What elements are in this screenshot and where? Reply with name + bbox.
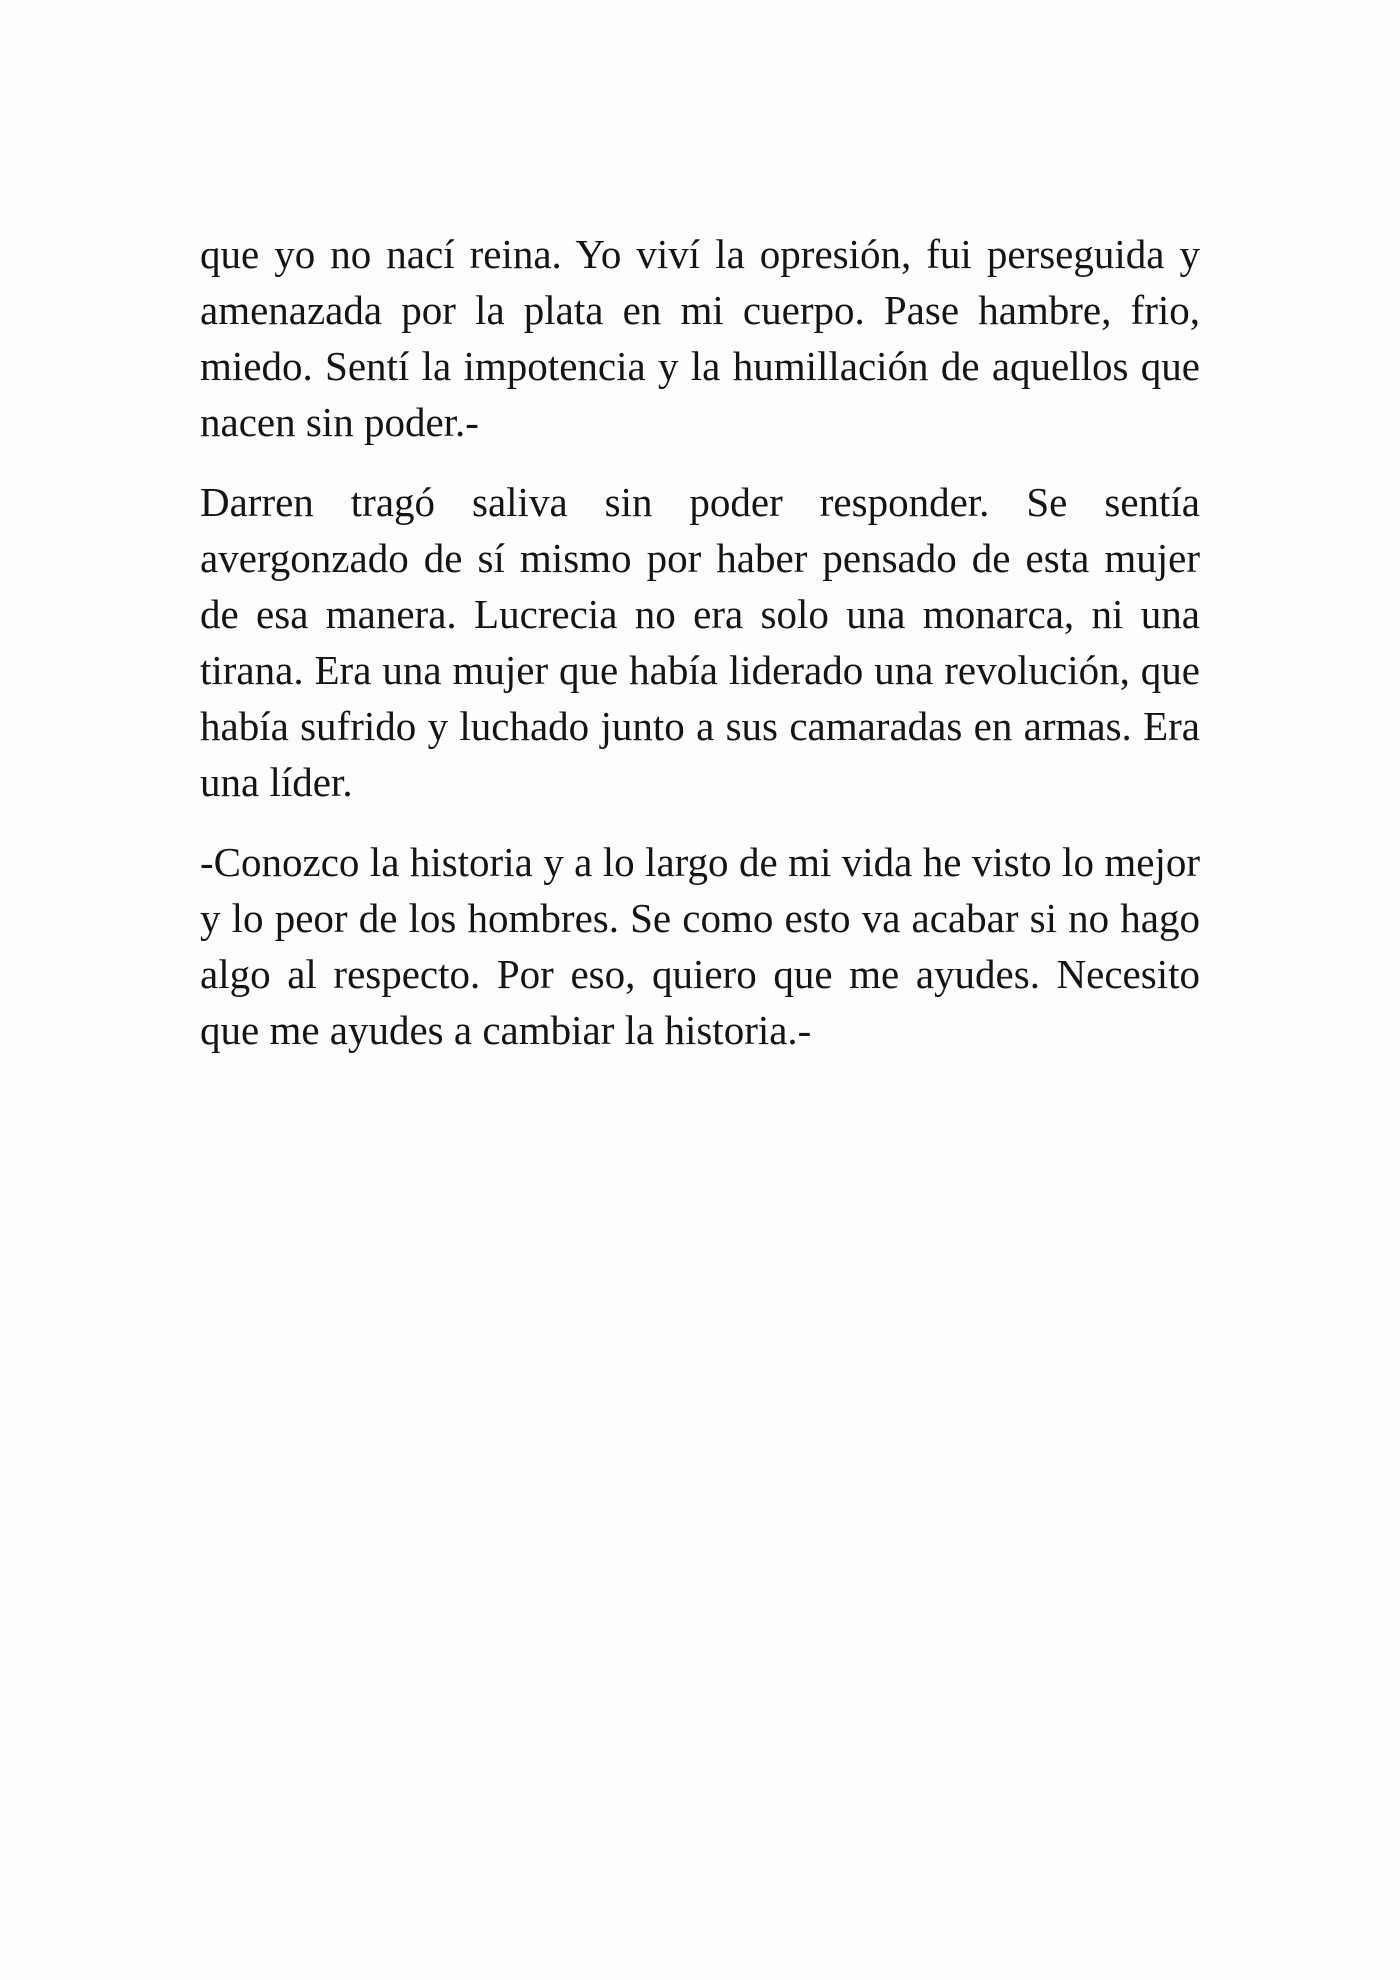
paragraph: -Conozco la historia y a lo largo de mi vida he visto lo mejor y lo peor de los hombres. Se como esto va acabar si no hago algo al respecto. Por eso, quiero que me ayudes. Necesito que me ayudes a cambiar la historia.- <box>200 839 1200 1053</box>
body-text <box>200 226 1200 1082</box>
paragraph: que yo no nací reina. Yo viví la opresión, fui perseguida y amenazada por la plata en mi cuerpo. Pase hambre, frio, miedo. Sentí la impotencia y la humillación de aquellos que nacen sin poder.- <box>200 231 1200 445</box>
paragraph: Darren tragó saliva sin poder responder. Se sentía avergonzado de sí mismo por haber pensado de esta mujer de esa manera. Lucrecia no era solo una monarca, ni una tirana. Era una mujer que había liderado una revolución, que había sufrido y luchado junto a sus camaradas en armas. Era una líder. <box>200 479 1200 805</box>
